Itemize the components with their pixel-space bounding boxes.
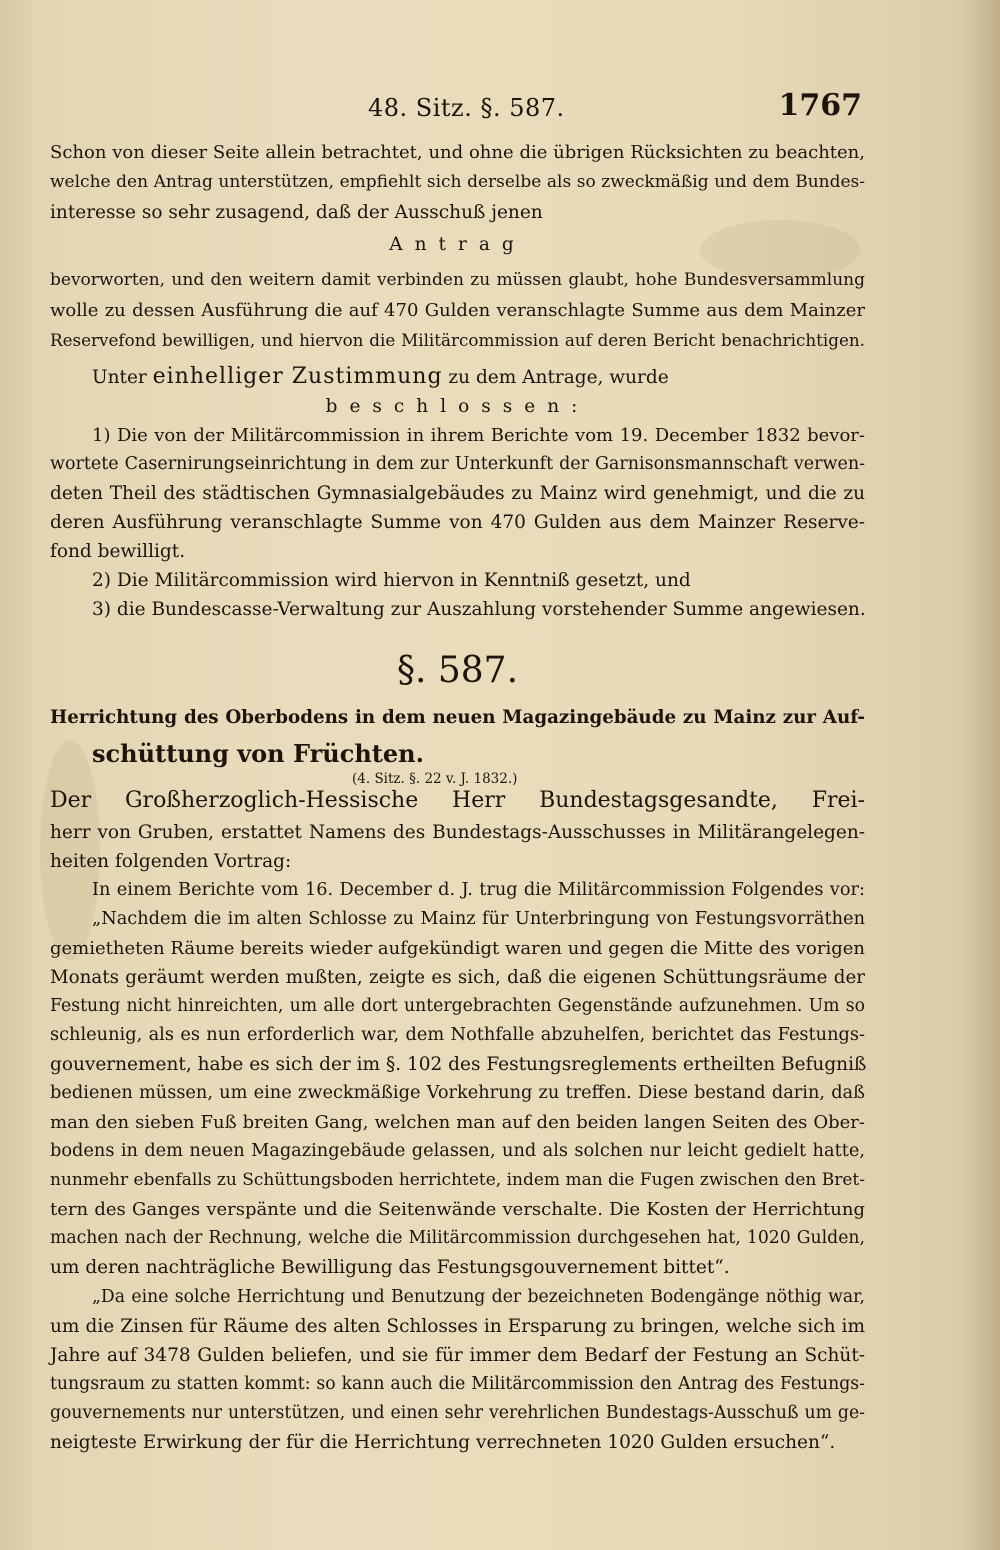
section-title-line: schüttung von Früchten. bbox=[92, 739, 424, 768]
unanimity-line bbox=[92, 362, 865, 391]
report-line: gouvernements nur unterstützen, und einen sehr verehrlichen Bundestags-Ausschuß um ge- bbox=[50, 1403, 865, 1423]
unanimity-emphasis: einhelliger Zustimmung bbox=[152, 364, 443, 389]
text-line: welche den Antrag unterstützen, empfiehlt sich derselbe als so zweckmäßig und dem Bundes- bbox=[50, 172, 865, 192]
report-line: gemietheten Räume bereits wieder aufgekündigt waren und gegen die Mitte des vorigen bbox=[50, 938, 865, 959]
report-line: Monats geräumt werden mußten, zeigte es sich, daß die eigenen Schüttungsräume der bbox=[50, 967, 865, 988]
report-line: machen nach der Rechnung, welche die Militärcommission durchgesehen hat, 1020 Gulden, bbox=[50, 1228, 865, 1248]
speaker-line: Der Großherzoglich-Hessische Herr Bundestagsgesandte, Frei- bbox=[50, 788, 865, 813]
beschlossen-heading: beschlossen: bbox=[325, 396, 590, 417]
report-line: bodens in dem neuen Magazingebäude gelassen, und als solchen nur leicht gedielt hatte, bbox=[50, 1141, 865, 1161]
antrag-heading: Antrag bbox=[389, 234, 526, 255]
text-line: Schon von dieser Seite allein betrachtet, und ohne die übrigen Rücksichten zu beachten, bbox=[50, 142, 865, 163]
section-reference: (4. Sitz. §. 22 v. J. 1832.) bbox=[352, 771, 518, 787]
report-line: gouvernement, habe es sich der im §. 102 des Festungsreglements ertheilten Befugniß bbox=[50, 1054, 867, 1075]
resolution-line: 2) Die Militärcommission wird hiervon in Kenntniß gesetzt, und bbox=[92, 570, 691, 591]
speaker-line: heiten folgenden Vortrag: bbox=[50, 851, 292, 872]
text-line: interesse so sehr zusagend, daß der Ausschuß jenen bbox=[50, 202, 543, 223]
unanimity-suffix: zu dem Antrage, wurde bbox=[448, 367, 669, 388]
section-number: §. 587. bbox=[396, 650, 519, 691]
speaker-line: herr von Gruben, erstattet Namens des Bundestags-Ausschusses in Militärangelegen- bbox=[50, 822, 865, 843]
report-line: „Da eine solche Herrichtung und Benutzung der bezeichneten Bodengänge nöthig war, bbox=[92, 1287, 865, 1307]
resolution-line: 3) die Bundescasse-Verwaltung zur Auszahlung vorstehender Summe angewiesen. bbox=[92, 599, 866, 620]
text-line: Reservefond bewilligen, und hiervon die Militärcommission auf deren Bericht benachrichtigen. bbox=[50, 330, 865, 350]
report-line: nunmehr ebenfalls zu Schüttungsboden herrichtete, indem man die Fugen zwischen den Bret- bbox=[50, 1170, 865, 1190]
running-head: 48. Sitz. §. 587. bbox=[368, 94, 565, 122]
report-line: man den sieben Fuß breiten Gang, welchen man auf den beiden langen Seiten des Ober- bbox=[50, 1112, 865, 1133]
text-line: bevorworten, und den weitern damit verbinden zu müssen glaubt, hohe Bundesversammlung bbox=[50, 270, 865, 290]
page-header bbox=[0, 88, 1000, 128]
report-line: neigteste Erwirkung der für die Herrichtung verrechneten 1020 Gulden ersuchen“. bbox=[50, 1432, 836, 1453]
text-line: wolle zu dessen Ausführung die auf 470 Gulden veranschlagte Summe aus dem Mainzer bbox=[50, 300, 865, 321]
report-line: um die Zinsen für Räume des alten Schlosses in Ersparung zu bringen, welche sich im bbox=[50, 1316, 865, 1337]
resolution-line: 1) Die von der Militärcommission in ihrem Berichte vom 19. December 1832 bevor- bbox=[92, 425, 865, 446]
report-line: Jahre auf 3478 Gulden beliefen, und sie für immer dem Bedarf der Festung an Schüt- bbox=[50, 1345, 865, 1366]
report-line: Festung nicht hinreichten, um alle dort untergebrachten Gegenstände aufzunehmen. Um so bbox=[50, 996, 865, 1016]
report-line: tungsraum zu statten kommt: so kann auch die Militärcommission den Antrag des Festungs- bbox=[50, 1374, 865, 1394]
report-line: In einem Berichte vom 16. December d. J. trug die Militärcommission Folgendes vor: bbox=[92, 880, 865, 900]
resolution-line: wortete Casernirungseinrichtung in dem zur Unterkunft der Garnisonsmannschaft verwen- bbox=[50, 454, 865, 474]
resolution-line: deren Ausführung veranschlagte Summe von 470 Gulden aus dem Mainzer Reserve- bbox=[50, 512, 865, 533]
report-line: „Nachdem die im alten Schlosse zu Mainz für Unterbringung von Festungsvorräthen bbox=[92, 909, 865, 929]
report-line: um deren nachträgliche Bewilligung das Festungsgouvernement bittet“. bbox=[50, 1257, 730, 1278]
section-title-line: Herrichtung des Oberbodens in dem neuen Magazingebäude zu Mainz zur Auf- bbox=[50, 707, 865, 728]
unanimity-prefix: Unter bbox=[92, 367, 147, 388]
page-number: 1767 bbox=[778, 88, 862, 123]
report-line: schleunig, als es nun erforderlich war, dem Nothfalle abzuhelfen, berichtet das Festungs- bbox=[50, 1025, 865, 1045]
report-line: bedienen müssen, um eine zweckmäßige Vorkehrung zu treffen. Diese bestand darin, daß bbox=[50, 1083, 865, 1103]
resolution-line: deten Theil des städtischen Gymnasialgebäudes zu Mainz wird genehmigt, und die zu bbox=[50, 483, 865, 504]
report-line: tern des Ganges verspänte und die Seitenwände verschalte. Die Kosten der Herrichtung bbox=[50, 1199, 865, 1220]
resolution-line: fond bewilligt. bbox=[50, 541, 186, 562]
